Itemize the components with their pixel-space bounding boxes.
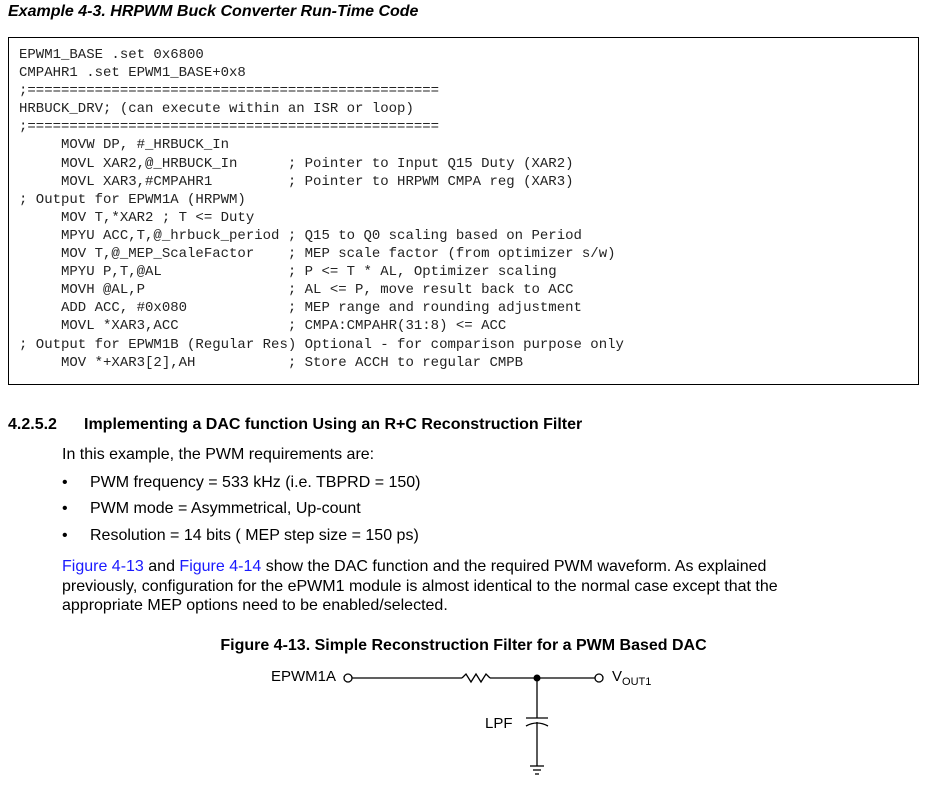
code-line: MPYU P,T,@AL ; P <= T * AL, Optimizer scaling <box>19 264 557 281</box>
code-listing <box>8 37 919 385</box>
bullet-item: • Resolution = 14 bits ( MEP step size = 150 ps) <box>62 527 419 544</box>
code-line: EPWM1_BASE .set 0x6800 <box>19 47 204 63</box>
example-title: Example 4-3. HRPWM Buck Converter Run-Time Code <box>8 3 419 20</box>
code-line: ;================================================= <box>19 119 440 136</box>
bullet-item: • PWM mode = Asymmetrical, Up-count <box>62 500 361 517</box>
code-line: MOV T,*XAR2 ; T <= Duty <box>19 209 255 226</box>
code-line: MOV *+XAR3[2],AH ; Store ACCH to regular CMPB <box>19 354 524 371</box>
output-label: $V_{OUT1}$ <box>612 668 652 688</box>
code-line: HRBUCK_DRV; (can execute within an ISR or loop) <box>19 101 414 118</box>
section-number: 4.2.5.2 <box>8 416 57 433</box>
code-text <box>19 46 624 372</box>
junction-dot <box>534 675 541 682</box>
code-line: CMPAHR1 .set EPWM1_BASE+0x8 <box>19 65 246 82</box>
figure-title: Figure 4-13. Simple Reconstruction Filter for a PWM Based DAC <box>220 637 707 654</box>
code-line: MOVL XAR2,@_HRBUCK_In ; Pointer to Input Q15 Duty (XAR2) <box>19 155 574 172</box>
input-terminal <box>344 674 352 682</box>
code-line: ; Output for EPWM1A (HRPWM) <box>19 191 246 208</box>
section-heading <box>8 416 582 434</box>
code-line: MPYU ACC,T,@_hrbuck_period ; Q15 to Q0 scaling based on Period <box>19 227 582 244</box>
code-line: MOVL XAR3,#CMPAHR1 ; Pointer to HRPWM CMPA reg (XAR3) <box>19 173 574 190</box>
bullet-item: • PWM frequency = 533 kHz (i.e. TBPRD = 150) <box>62 474 421 491</box>
code-line: MOVL *XAR3,ACC ; CMPA:CMPAHR(31:8) <= ACC <box>19 318 507 335</box>
output-terminal <box>595 674 603 682</box>
lpf-label: LPF <box>485 715 513 732</box>
figure-4-14-link[interactable]: Figure 4-14 <box>179 558 262 575</box>
intro-text: In this example, the PWM requirements are: <box>62 446 375 463</box>
code-line: ADD ACC, #0x080 ; MEP range and rounding adjustment <box>19 300 582 317</box>
section-title: Implementing a DAC function Using an R+C Reconstruction Filter <box>84 416 583 433</box>
code-line: ; Output for EPWM1B (Regular Res) Optional - for comparison purpose only <box>19 336 624 353</box>
paragraph: Figure 4-13 and Figure 4-14 show the DAC function and the required PWM waveform. As explained previously, configuration for the ePWM1 module is almost identical to the normal case except that the appropriate MEP options need to be enabled/selected. <box>62 558 778 614</box>
input-label: EPWM1A <box>271 668 337 685</box>
figure-4-13-link[interactable]: Figure 4-13 <box>62 558 144 575</box>
circuit-diagram <box>0 660 927 791</box>
code-line: ;================================================= <box>19 83 440 100</box>
code-line: MOVH @AL,P ; AL <= P, move result back to ACC <box>19 282 574 299</box>
code-line: MOVW DP, #_HRBUCK_In <box>19 137 230 154</box>
code-line: MOV T,@_MEP_ScaleFactor ; MEP scale factor (from optimizer s/w) <box>19 246 616 263</box>
resistor <box>462 674 490 682</box>
